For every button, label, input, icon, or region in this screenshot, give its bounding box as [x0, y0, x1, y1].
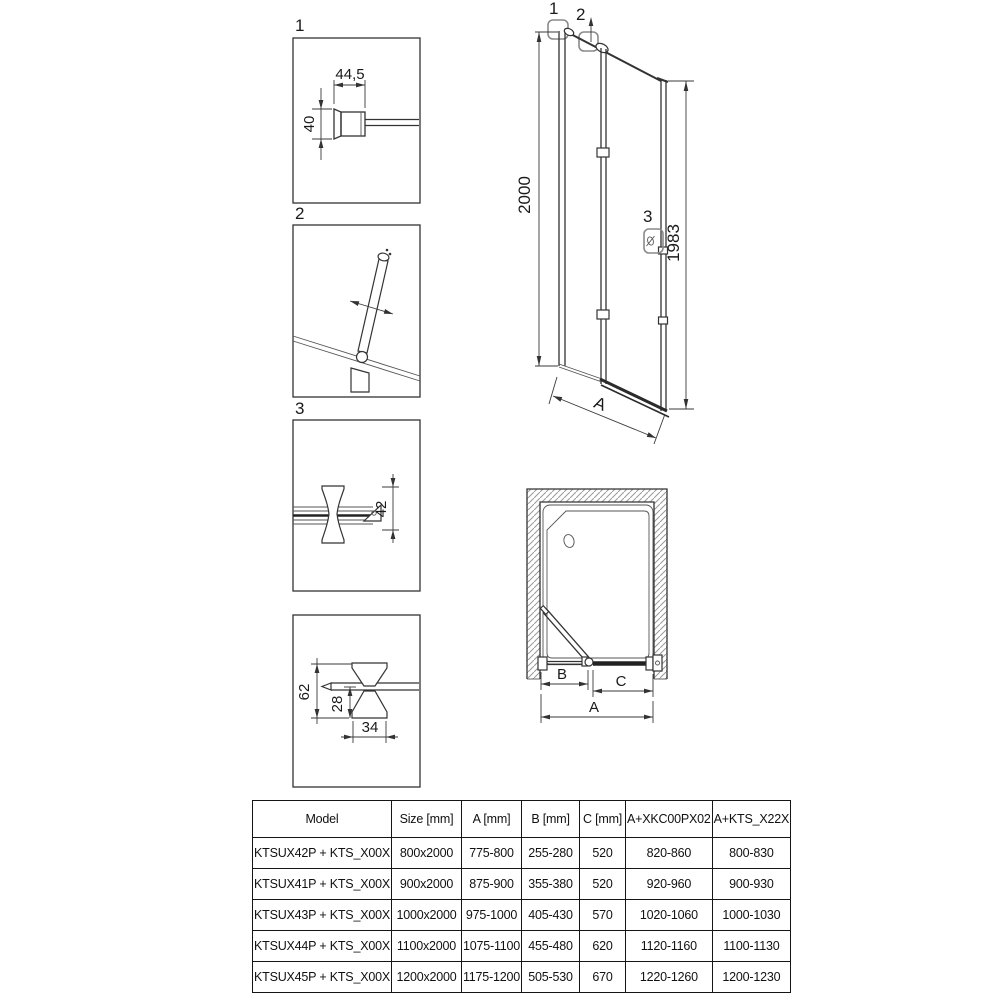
- cell-ext2: 900-930: [712, 869, 790, 900]
- cell-size: 1200x2000: [391, 962, 461, 993]
- elevation-total-height-dim: 2000: [515, 176, 534, 214]
- cell-ext2: 1000-1030: [712, 900, 790, 931]
- cell-model: KTSUX42P + KTS_X00X: [253, 838, 392, 869]
- cell-ext2: 1200-1230: [712, 962, 790, 993]
- hinge-bottom: [597, 310, 609, 319]
- plan-total-width-dim: A: [588, 699, 600, 716]
- rod-tip: [322, 683, 331, 690]
- header-a-xkc00px02: A+XKC00PX02: [626, 801, 713, 838]
- cell-b: 405-430: [522, 900, 580, 931]
- cell-b: 255-280: [522, 838, 580, 869]
- left-wall-profile: [538, 657, 547, 670]
- cell-b: 505-530: [522, 962, 580, 993]
- elevation-callout-3-label: 3: [643, 207, 653, 226]
- cell-ext1: 1020-1060: [626, 900, 713, 931]
- cell-ext1: 820-860: [626, 838, 713, 869]
- right-bracket: [646, 657, 653, 670]
- detail-3-knob-side: [293, 399, 420, 591]
- detail-4-width-dim: 34: [361, 719, 379, 736]
- plan-door-width-dim: C: [615, 673, 627, 690]
- detail-1-wall-bracket: [293, 16, 420, 203]
- cell-a: 775-800: [461, 838, 521, 869]
- cell-a: 875-900: [461, 869, 521, 900]
- elevation-width-dim: A: [591, 392, 609, 415]
- callout-2-box: [579, 32, 598, 51]
- detail-1-label: 1: [295, 16, 305, 35]
- table-row: [253, 900, 791, 931]
- cell-ext1: 1120-1160: [626, 931, 713, 962]
- edge-joint-2: [659, 317, 668, 324]
- cell-ext1: 1220-1260: [626, 962, 713, 993]
- header-c: C [mm]: [580, 801, 626, 838]
- cell-c: 520: [580, 838, 626, 869]
- svg-text:42: 42: [373, 500, 390, 518]
- hinge-pivot: [585, 658, 593, 666]
- cell-a: 975-1000: [461, 900, 521, 931]
- header-size: Size [mm]: [391, 801, 461, 838]
- cell-c: 520: [580, 869, 626, 900]
- knob-bottom: [352, 691, 387, 718]
- cell-size: 1000x2000: [391, 900, 461, 931]
- cell-a: 1075-1100: [461, 931, 521, 962]
- cell-model: KTSUX41P + KTS_X00X: [253, 869, 392, 900]
- detail-4-inner-dim: 28: [329, 695, 346, 713]
- bracket-wall-plate: [334, 109, 341, 139]
- elevation-door-height-dim: 1983: [664, 224, 683, 262]
- cell-ext1: 920-960: [626, 869, 713, 900]
- table-row: [253, 869, 791, 900]
- cell-c: 670: [580, 962, 626, 993]
- bottom-rail: [600, 379, 667, 411]
- cell-a: 1175-1200: [461, 962, 521, 993]
- shower-area: [540, 502, 654, 679]
- glass-clamp: [351, 368, 369, 392]
- door-elevation-view: [515, 0, 694, 444]
- pivot-ball: [357, 352, 368, 363]
- cell-size: 1100x2000: [391, 931, 461, 962]
- cell-model: KTSUX44P + KTS_X00X: [253, 931, 392, 962]
- spec-header-row: [253, 801, 791, 838]
- detail-4-knob-section: [293, 615, 420, 787]
- header-model: Model: [253, 801, 392, 838]
- detail-3-label: 3: [295, 399, 305, 418]
- detail-2-rod-clamp: [293, 204, 420, 397]
- stabilizer-rod: [358, 259, 388, 353]
- cell-b: 355-380: [522, 869, 580, 900]
- spec-table: [252, 800, 791, 993]
- detail-2-label: 2: [295, 204, 305, 223]
- cell-size: 800x2000: [391, 838, 461, 869]
- table-row: [253, 962, 791, 993]
- plan-view: [527, 489, 667, 723]
- cell-c: 620: [580, 931, 626, 962]
- elevation-callout-2-label: 2: [576, 5, 586, 24]
- cell-c: 570: [580, 900, 626, 931]
- header-a-kts-x22x: A+KTS_X22X: [712, 801, 790, 838]
- detail-4-outer-dim: 62: [296, 683, 313, 701]
- plan-fixed-width-dim: B: [556, 666, 568, 683]
- up-arrow: [589, 17, 594, 26]
- cell-model: KTSUX45P + KTS_X00X: [253, 962, 392, 993]
- hinge-top: [597, 148, 609, 157]
- detail-3-frame: [293, 420, 420, 591]
- header-a: A [mm]: [461, 801, 521, 838]
- cell-model: KTSUX43P + KTS_X00X: [253, 900, 392, 931]
- cell-b: 455-480: [522, 931, 580, 962]
- elevation-callout-1-label: 1: [549, 0, 559, 18]
- cell-ext2: 800-830: [712, 838, 790, 869]
- cell-ext2: 1100-1130: [712, 931, 790, 962]
- stabilizer-bar: [565, 31, 661, 81]
- table-row: [253, 838, 791, 869]
- right-wall-profile: [653, 655, 662, 671]
- table-row: [253, 931, 791, 962]
- detail-1-height-dim: 40: [301, 115, 318, 133]
- header-b: B [mm]: [522, 801, 580, 838]
- detail-1-width-dim: 44,5: [335, 66, 365, 83]
- cell-size: 900x2000: [391, 869, 461, 900]
